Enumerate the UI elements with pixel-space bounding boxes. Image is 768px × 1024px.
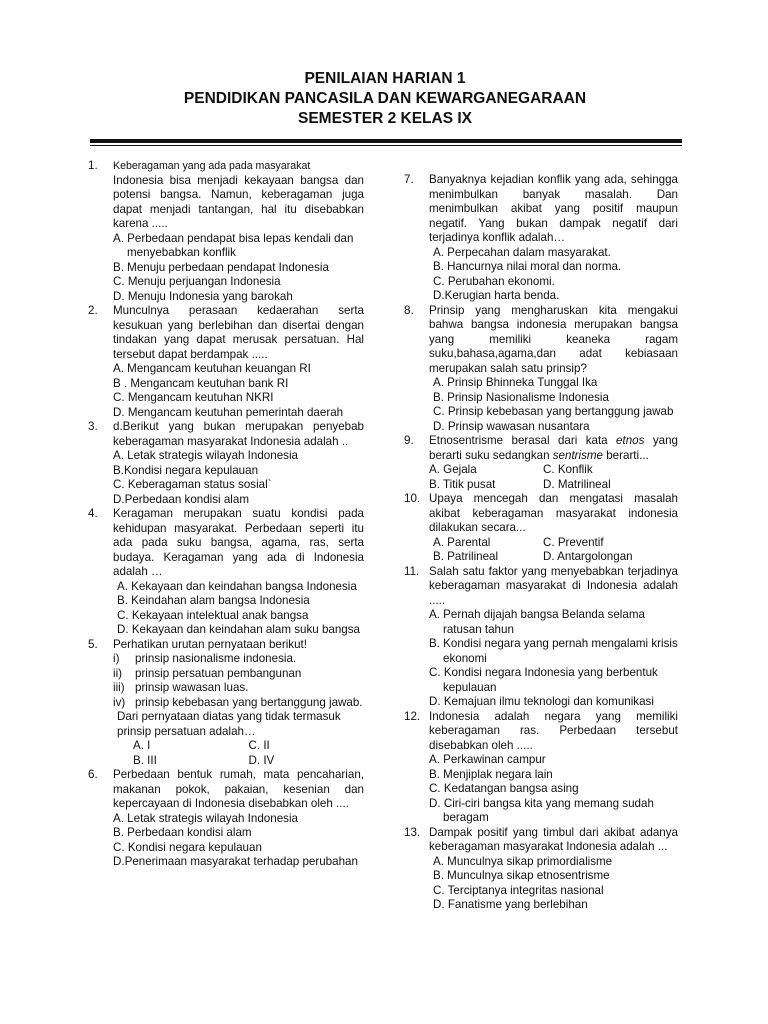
option-b: B. Patrilineal [433,550,499,563]
option-d: D. Menuju Indonesia yang barokah [113,289,293,303]
question-text-part: Etnosentrisme berasal dari kata [429,434,617,447]
question-prompt: Dari pernyataan diatas yang tidak termasuk prinsip persatuan adalah… [117,710,341,738]
option-a: A. Prinsip Bhinneka Tunggal Ika [433,376,598,389]
statement-list [113,652,364,710]
option-grid [429,463,678,492]
question-number: 9. [404,434,414,447]
question-text: Dampak positif yang timbul dari akibat adanya keberagaman masyarakat Indonesia adalah ... [429,825,678,853]
exam-subject: PENDIDIKAN PANCASILA DAN KEWARGANEGARAAN [183,90,587,107]
option-c: C. Kedatangan bangsa asing [429,782,579,795]
option-d: D. Kekayaan dan keindahan alam suku bangsa [117,623,360,636]
option-c: C. Prinsip kebebasan yang bertanggung jawab [433,405,674,418]
option-c: C. Preventif [543,535,604,549]
question-4 [88,507,364,638]
question-13 [404,826,678,913]
option-c: C. Mengancam keutuhan NKRI [113,391,274,404]
question-text [429,434,678,463]
option-b: B. Prinsip Nasionalisme Indonesia [433,390,609,404]
question-text: Upaya mencegah dan mengatasi masalah akibat keberagaman masyarakat indonesia dilakukan secara... [429,492,678,534]
question-number: 12. [404,709,421,723]
option-d: D. Ciri-ciri bangsa kita yang memang sudah beragam [429,796,654,824]
question-text-part: yang berarti suku sedangkan [429,434,678,462]
statement-text: prinsip wawasan luas. [135,681,249,694]
question-number: 6. [88,768,98,781]
exam-header [90,69,680,129]
question-number: 2. [88,304,98,317]
option-b: B . Mengancam keutuhan bank RI [113,376,289,390]
statement-number: iii) [113,681,125,694]
option-b: B. Menuju perbedaan pendapat Indonesia [113,260,329,274]
question-number: 7. [404,173,414,186]
option-a: A. Perbedaan pendapat bisa lepas kendali dan menyebabkan konflik [113,231,354,259]
option-b: B. III [133,753,157,767]
statement-number: ii) [113,666,123,680]
option-d: D.Kerugian harta benda. [433,289,560,302]
question-number: 13. [404,825,421,839]
term-etnos: etnos [616,434,645,447]
option-c: C. Perubahan ekonomi. [433,274,555,288]
option-a: A. Kekayaan dan keindahan bangsa Indonesia [117,579,357,593]
exam-semester: SEMESTER 2 KELAS IX [298,110,472,127]
option-d: D. Fanatisme yang berlebihan [433,898,588,911]
option-grid [429,536,678,565]
question-number: 1. [88,159,98,172]
question-6 [88,768,364,870]
question-1 [88,159,364,304]
option-b: B. Perbedaan kondisi alam [113,826,252,839]
question-text: d.Berikut yang bukan merupakan penyebab keberagaman masyarakat Indonesia adalah .. [113,420,364,448]
option-grid [113,739,364,768]
question-number: 4. [88,507,98,520]
question-text-part: berarti... [603,448,649,462]
term-sentrisme: sentrisme [552,448,604,462]
option-a: A. Letak strategis wilayah Indonesia [113,449,298,462]
question-number: 3. [88,420,98,433]
option-b: B. Munculnya sikap etnosentrisme [433,869,610,882]
option-d: D.Penerimaan masyarakat terhadap perubahan [113,855,358,868]
option-a: A. Pernah dijajah bangsa Belanda selama ratusan tahun [429,608,645,636]
question-text: Perhatikan urutan pernyataan berikut! [113,637,307,651]
question-number: 11. [404,564,420,578]
question-7 [404,173,678,304]
question-3 [88,420,364,507]
option-a: A. Munculnya sikap primordialisme [433,854,613,868]
question-2 [88,304,364,420]
option-b: B. Titik pusat [429,477,496,491]
question-text: Indonesia bisa menjadi kekayaan bangsa dan potensi bangsa. Namun, keberagaman juga dapat menjadi tantangan, hal itu disebabkan karena ..... [113,173,364,230]
option-d: D. Kemajuan ilmu teknologi dan komunikasi [429,695,654,708]
header-rule-thick [90,139,682,143]
question-5 [88,638,364,769]
question-text: Salah satu faktor yang menyebabkan terjadinya keberagaman masyarakat di Indonesia adalah ..... [429,564,678,607]
question-text: Munculnya perasaan kedaerahan serta kesukuan yang berlebihan dan disertai dengan tindakan yang dapat merusak persatuan. Hal tersebut dapat berdampak ..... [113,304,364,361]
question-text: Keragaman merupakan suatu kondisi pada kehidupan masyarakat. Perbedaan seperti itu ada pada suku bangsa, agama, ras, serta budaya. Keragaman yang ada di Indonesia adalah … [113,507,364,578]
option-a: A. Perkawinan campur [429,753,546,766]
question-12 [404,710,678,826]
option-a: A. Gejala [429,463,477,476]
option-c: C. Keberagaman status sosial` [113,478,272,491]
question-8 [404,304,678,435]
statement-text: prinsip kebebasan yang bertanggung jawab. [135,695,363,709]
option-c: C. Terciptanya integritas nasional [433,883,604,897]
option-b: B. Kondisi negara yang pernah mengalami krisis ekonomi [429,637,678,665]
option-a: A. Letak strategis wilayah Indonesia [113,811,298,825]
option-c: C. II [248,739,270,752]
option-d: D.Perbedaan kondisi alam [113,492,249,506]
option-d: D. Matrilineal [543,477,611,491]
question-11 [404,565,678,710]
question-text: Perbedaan bentuk rumah, mata pencaharian, makanan pokok, pakaian, kesenian dan kepercayaan di Indonesia disebabkan oleh .... [113,768,364,810]
option-c: C. Kekayaan intelektual anak bangsa [117,608,309,622]
header-rule-thin [90,145,682,146]
question-number: 5. [88,637,98,651]
option-d: D. IV [248,753,275,767]
left-column [88,159,364,870]
right-column [404,159,678,913]
question-number: 8. [404,303,414,317]
question-text: Indonesia adalah negara yang memiliki keberagaman ras. Perbedaan tersebut disebabkan oleh ..... [429,709,678,752]
question-10 [404,492,678,565]
option-c: C. Menuju perjuangan Indonesia [113,275,281,288]
option-c: C. Kondisi negara kepulauan [113,840,262,854]
option-d: D. Mengancam keutuhan pemerintah daerah [113,405,344,419]
option-d: D. Prinsip wawasan nusantara [433,419,590,433]
question-text: Banyaknya kejadian konflik yang ada, sehingga menimbulkan banyak masalah. Dan menimbulkan akibat yang positif maupun negatif. Yang bukan dampak negatif dari terjadinya konflik adalah… [429,173,678,244]
option-d: D. Antargolongan [543,550,633,563]
statement-text: prinsip persatuan pembangunan [135,666,302,680]
option-a: A. Mengancam keutuhan keuangan RI [113,362,311,375]
statement-number: i) [113,652,120,665]
option-a: A. I [133,739,151,752]
statement-text: prinsip nasionalisme indonesia. [135,652,297,665]
statement-number: iv) [113,695,126,709]
question-number: 10. [404,492,421,505]
option-b: B.Kondisi negara kepulauan [113,463,259,477]
option-c: C. Konflik [543,463,593,476]
question-text-intro: Keberagaman yang ada pada masyarakat [113,160,311,172]
option-b: B. Hancurnya nilai moral dan norma. [433,260,622,273]
option-b: B. Menjiplak negara lain [429,767,553,781]
question-text: Prinsip yang mengharuskan kita mengakui bahwa bangsa indonesia merupakan bangsa yang memiliki keaneka ragam suku,bahasa,agama,dan adat kebiasaan merupakan salah satu prinsip? [429,303,678,375]
option-a: A. Perpecahan dalam masyarakat. [433,245,611,259]
question-9 [404,434,678,492]
option-c: C. Kondisi negara Indonesia yang berbentuk kepulauan [429,666,658,694]
option-a: A. Parental [433,535,491,549]
option-b: B. Keindahan alam bangsa Indonesia [117,594,310,607]
exam-title: PENILAIAN HARIAN 1 [304,70,466,87]
